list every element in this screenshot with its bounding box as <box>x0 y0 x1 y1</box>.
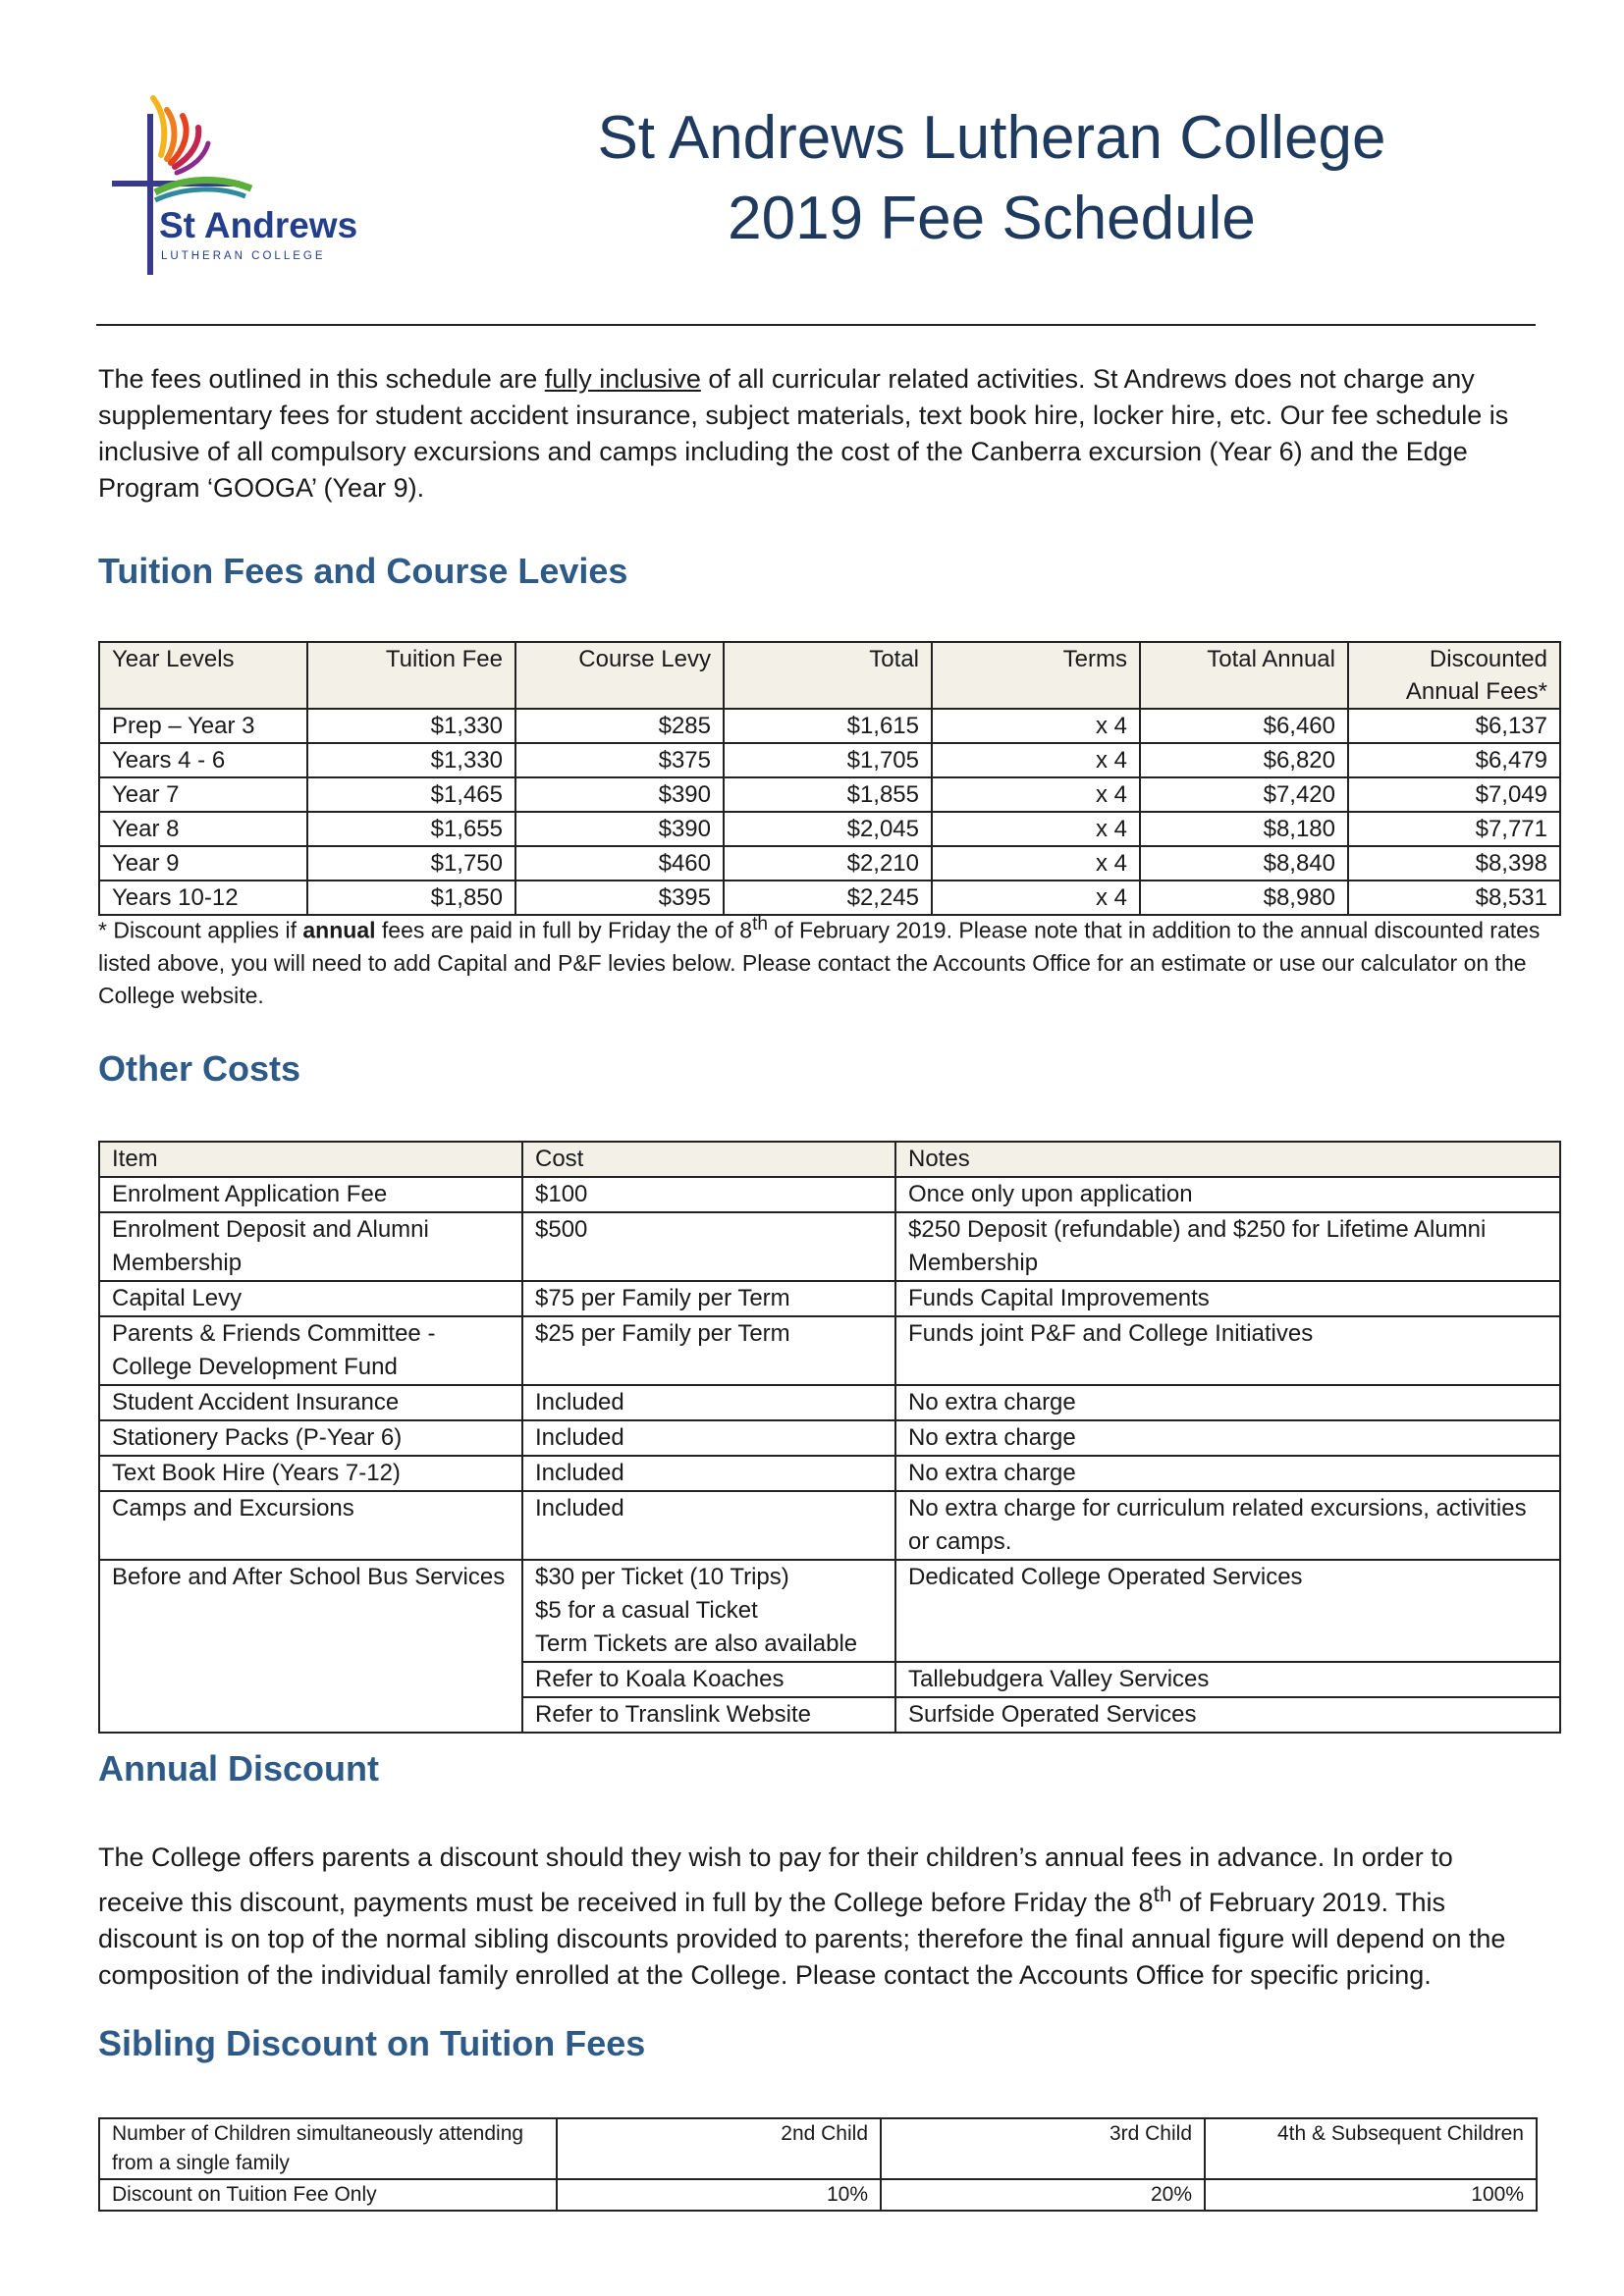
table-row <box>99 1560 1560 1662</box>
table-cell: Included <box>522 1491 895 1560</box>
table-cell: $8,840 <box>1140 846 1348 881</box>
table-row <box>99 1420 1560 1456</box>
table-cell: $8,180 <box>1140 812 1348 846</box>
other-costs-heading: Other Costs <box>98 1048 301 1089</box>
table-cell: Stationery Packs (P-Year 6) <box>99 1420 522 1456</box>
college-logo <box>106 94 381 277</box>
table-cell: $390 <box>515 777 724 812</box>
tuition-heading: Tuition Fees and Course Levies <box>98 551 628 591</box>
table-row <box>99 1456 1560 1491</box>
title-line-1: St Andrews Lutheran College <box>597 104 1386 172</box>
table-cell: $250 Deposit (refundable) and $250 for Lifetime Alumni Membership <box>895 1212 1560 1281</box>
table-cell: Year 7 <box>99 777 307 812</box>
sibling-discount-table <box>98 2117 1538 2212</box>
annual-text: The College offers parents a discount should they wish to pay for their children’s annual fees in advance. In order to receive this discount, payments must be received in full by the College before Friday the 8 <box>98 1842 1453 1917</box>
header-divider <box>96 324 1536 326</box>
other-col-header: Notes <box>895 1142 1560 1177</box>
sibling-discount-heading: Sibling Discount on Tuition Fees <box>98 2023 646 2063</box>
sibling-col-header: 3rd Child <box>881 2118 1205 2179</box>
table-cell: x 4 <box>932 812 1140 846</box>
table-cell: $1,615 <box>724 709 932 743</box>
table-cell: $6,137 <box>1348 709 1560 743</box>
table-row <box>99 1281 1560 1316</box>
tuition-col-header: Course Levy <box>515 642 724 709</box>
annual-discount-paragraph <box>98 1840 1542 1994</box>
table-cell: $395 <box>515 881 724 915</box>
bus-ticket-costs <box>522 1560 895 1662</box>
table-cell: $1,330 <box>307 743 515 777</box>
table-row <box>99 1177 1560 1212</box>
table-cell: Included <box>522 1385 895 1420</box>
table-cell: No extra charge <box>895 1420 1560 1456</box>
table-cell: $25 per Family per Term <box>522 1316 895 1385</box>
footnote-text: * Discount applies if <box>98 917 303 943</box>
table-cell: $7,049 <box>1348 777 1560 812</box>
tuition-col-header: Total Annual <box>1140 642 1348 709</box>
table-cell: Prep – Year 3 <box>99 709 307 743</box>
table-cell: $8,980 <box>1140 881 1348 915</box>
table-cell: $1,330 <box>307 709 515 743</box>
table-row <box>99 1385 1560 1420</box>
table-cell: $6,820 <box>1140 743 1348 777</box>
annual-text: of February 2019. This discount is on top of the normal sibling discounts provided to parents; therefore the final annual figure will depend on the composition of the individual family enrolled at the College. Please contact the Accounts Office for specific pricing. <box>98 1888 1506 1990</box>
tuition-col-header: Terms <box>932 642 1140 709</box>
table-cell: $75 per Family per Term <box>522 1281 895 1316</box>
table-cell: $285 <box>515 709 724 743</box>
table-cell: Discount on Tuition Fee Only <box>99 2179 557 2211</box>
table-cell: $2,045 <box>724 812 932 846</box>
table-cell: No extra charge for curriculum related excursions, activities or camps. <box>895 1491 1560 1560</box>
table-cell: Refer to Translink Website <box>522 1697 895 1733</box>
tuition-col-header: Total <box>724 642 932 709</box>
table-row <box>99 1491 1560 1560</box>
table-cell: x 4 <box>932 846 1140 881</box>
footnote-superscript: th <box>752 914 769 934</box>
table-cell: Enrolment Deposit and Alumni Membership <box>99 1212 522 1281</box>
sibling-col-header: Number of Children simultaneously attending from a single family <box>99 2118 557 2179</box>
table-row <box>99 812 1560 846</box>
table-cell: $8,531 <box>1348 881 1560 915</box>
table-cell: x 4 <box>932 743 1140 777</box>
page-title <box>432 98 1551 259</box>
bus-cost-line: $5 for a casual Ticket <box>535 1597 758 1624</box>
table-row <box>99 1316 1560 1385</box>
table-row <box>99 777 1560 812</box>
table-row <box>99 2179 1537 2211</box>
table-cell: $1,850 <box>307 881 515 915</box>
footnote-text: fees are paid in full by Friday the of 8 <box>375 917 753 943</box>
bus-cost-line: $30 per Ticket (10 Trips) <box>535 1564 789 1590</box>
table-row <box>99 846 1560 881</box>
intro-text-start: The fees outlined in this schedule are <box>98 364 545 394</box>
other-costs-table <box>98 1141 1561 1734</box>
table-cell: 10% <box>557 2179 881 2211</box>
table-cell: $500 <box>522 1212 895 1281</box>
table-cell: 100% <box>1205 2179 1537 2211</box>
table-cell: $6,460 <box>1140 709 1348 743</box>
table-cell: $375 <box>515 743 724 777</box>
footnote-bold: annual <box>302 917 376 943</box>
table-cell: $1,750 <box>307 846 515 881</box>
logo-subtitle: LUTHERAN COLLEGE <box>161 250 326 262</box>
table-row <box>99 743 1560 777</box>
table-row <box>99 1212 1560 1281</box>
table-cell: x 4 <box>932 709 1140 743</box>
table-cell: Camps and Excursions <box>99 1491 522 1560</box>
table-cell: $1,465 <box>307 777 515 812</box>
tuition-header-row <box>99 642 1560 709</box>
title-line-2: 2019 Fee Schedule <box>728 185 1256 252</box>
sibling-col-header: 2nd Child <box>557 2118 881 2179</box>
sibling-header-row <box>99 2118 1537 2179</box>
other-col-header: Cost <box>522 1142 895 1177</box>
table-cell: Parents & Friends Committee - College Development Fund <box>99 1316 522 1385</box>
table-cell: No extra charge <box>895 1456 1560 1491</box>
table-cell: $2,245 <box>724 881 932 915</box>
table-cell: $1,705 <box>724 743 932 777</box>
sibling-col-header: 4th & Subsequent Children <box>1205 2118 1537 2179</box>
table-cell: $7,420 <box>1140 777 1348 812</box>
table-cell: Refer to Koala Koaches <box>522 1662 895 1697</box>
table-cell: 20% <box>881 2179 1205 2211</box>
table-cell: $8,398 <box>1348 846 1560 881</box>
footnote-text: of February 2019. Please note that in addition to the annual discounted rates listed above, you will need to add Capital and P&F levies below. Please contact the Accounts Office for an estimate or use our calculator on the College website. <box>98 917 1541 1008</box>
tuition-table <box>98 641 1561 916</box>
bus-services-item: Before and After School Bus Services <box>99 1560 522 1733</box>
table-cell: Once only upon application <box>895 1177 1560 1212</box>
table-cell: $100 <box>522 1177 895 1212</box>
table-cell: Years 10-12 <box>99 881 307 915</box>
bus-cost-line: Term Tickets are also available <box>535 1630 858 1657</box>
intro-paragraph <box>98 361 1542 507</box>
other-col-header: Item <box>99 1142 522 1177</box>
table-cell: Dedicated College Operated Services <box>895 1560 1560 1662</box>
table-cell: No extra charge <box>895 1385 1560 1420</box>
table-cell: $390 <box>515 812 724 846</box>
table-cell: Tallebudgera Valley Services <box>895 1662 1560 1697</box>
table-cell: Included <box>522 1420 895 1456</box>
table-cell: $1,655 <box>307 812 515 846</box>
tuition-col-header: Discounted Annual Fees* <box>1348 642 1560 709</box>
table-cell: x 4 <box>932 881 1140 915</box>
tuition-col-header: Year Levels <box>99 642 307 709</box>
table-cell: $7,771 <box>1348 812 1560 846</box>
table-cell: Student Accident Insurance <box>99 1385 522 1420</box>
table-cell: $1,855 <box>724 777 932 812</box>
table-cell: $2,210 <box>724 846 932 881</box>
tuition-col-header: Tuition Fee <box>307 642 515 709</box>
intro-text-end: of all curricular related activities. St Andrews does not charge any supplementary fees for student accident insurance, subject materials, text book hire, locker hire, etc. Our fee schedule is inclusive of all compulsory excursions and camps including the cost of the Canberra excursion (Year 6) and the Edge Program ‘GOOGA’ (Year 9). <box>98 364 1509 503</box>
annual-discount-heading: Annual Discount <box>98 1748 379 1789</box>
table-cell: Years 4 - 6 <box>99 743 307 777</box>
intro-underlined-text: fully inclusive <box>544 364 701 394</box>
logo-name: St Andrews <box>159 205 358 245</box>
table-cell: Year 9 <box>99 846 307 881</box>
discount-footnote <box>98 908 1551 1012</box>
table-cell: $460 <box>515 846 724 881</box>
annual-superscript: th <box>1153 1882 1172 1906</box>
table-row <box>99 709 1560 743</box>
table-cell: Enrolment Application Fee <box>99 1177 522 1212</box>
table-cell: Text Book Hire (Years 7-12) <box>99 1456 522 1491</box>
table-cell: Surfside Operated Services <box>895 1697 1560 1733</box>
table-cell: Funds joint P&F and College Initiatives <box>895 1316 1560 1385</box>
table-cell: Year 8 <box>99 812 307 846</box>
table-cell: Capital Levy <box>99 1281 522 1316</box>
other-header-row <box>99 1142 1560 1177</box>
table-cell: Funds Capital Improvements <box>895 1281 1560 1316</box>
table-cell: $6,479 <box>1348 743 1560 777</box>
table-cell: x 4 <box>932 777 1140 812</box>
table-cell: Included <box>522 1456 895 1491</box>
